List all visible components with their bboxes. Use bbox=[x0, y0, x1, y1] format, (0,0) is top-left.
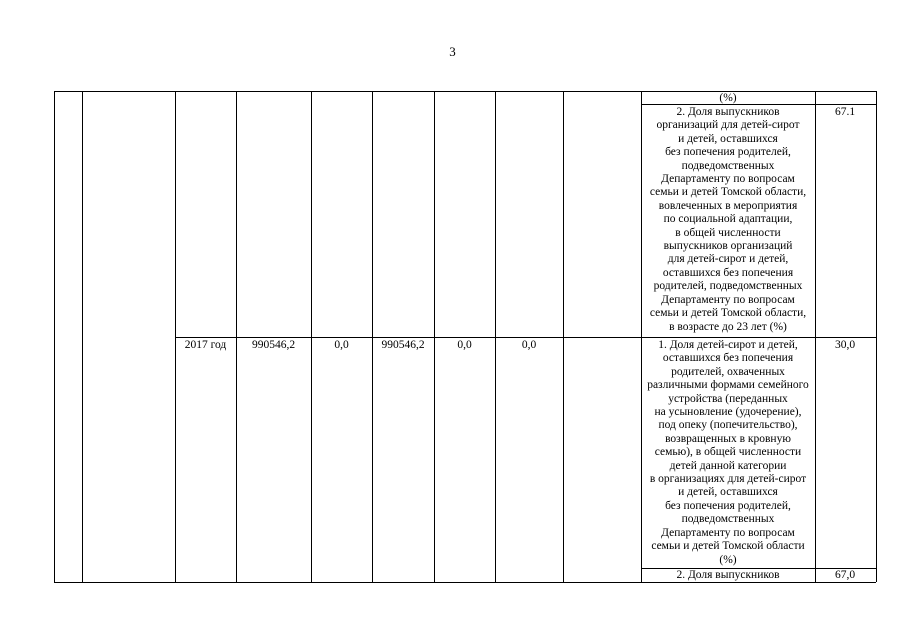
indicator-text: 1. Доля детей-сирот и детей, оставшихся без попечения родителей, охваченных различными формами семейного устройства (переданных на усыновление (удочерение), под опеку (попечительство), возвращенных в кровную семью), в общей численности детей данной категории в организациях для детей-сирот и детей, оставшихся без попечения родителей, подведомственных Департаменту по вопросам семьи и детей Томской области (%) bbox=[647, 339, 809, 566]
year-cell: 2017 год bbox=[184, 339, 227, 351]
total-cell: 990546,2 bbox=[251, 339, 296, 351]
column-border bbox=[876, 91, 877, 582]
value-cell: 0,0 bbox=[521, 339, 537, 351]
indicator-text-unit: (%) bbox=[719, 92, 737, 104]
value-cell: 990546,2 bbox=[381, 339, 425, 351]
indicator-value: 30,0 bbox=[834, 339, 856, 351]
indicator-value: 67.1 bbox=[834, 106, 856, 118]
value-cell: 0,0 bbox=[457, 339, 472, 351]
column-border bbox=[54, 91, 55, 582]
value-cell: 0,0 bbox=[334, 339, 349, 351]
page-number: 3 bbox=[449, 44, 456, 59]
indicator-text: 2. Доля выпускников bbox=[676, 569, 780, 581]
indicator-value: 67,0 bbox=[834, 569, 856, 581]
column-border bbox=[82, 91, 83, 582]
indicator-text: 2. Доля выпускников организаций для детей-сирот и детей, оставшихся без попечения родителей, подведомственных Департаменту по вопросам семьи и детей Томской области, вовлеченных в мероприятия по социальной адаптации, в общей численности выпускников организаций для детей-сирот и детей, оставшихся без попечения родителей, подведомственных Департаменту по вопросам семьи и детей Томской области, в возрасте до 23 лет (%) bbox=[649, 106, 807, 333]
row-border bbox=[175, 337, 876, 338]
